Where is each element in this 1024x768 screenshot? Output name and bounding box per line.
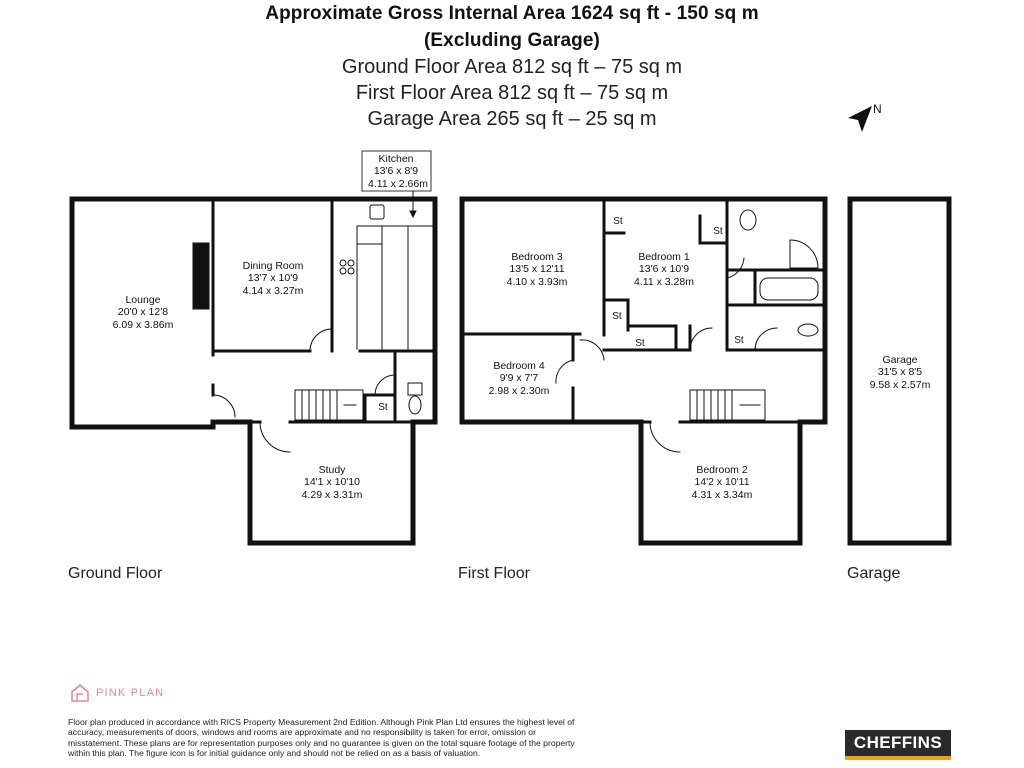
- kitchen-metric: 4.11 x 2.66m: [368, 178, 428, 190]
- study-metric: 4.29 x 3.31m: [301, 489, 363, 501]
- ground-floor-label: Ground Floor: [68, 565, 163, 582]
- storage-label: St: [713, 226, 723, 237]
- bedroom3-metric: 4.10 x 3.93m: [506, 276, 568, 288]
- bedroom3-imperial: 13'5 x 12'11: [509, 263, 565, 275]
- storage-label: St: [635, 338, 645, 349]
- bedroom2-metric: 4.31 x 3.34m: [691, 489, 753, 501]
- dining-metric: 4.14 x 3.27m: [242, 285, 304, 297]
- north-label: N: [873, 102, 882, 116]
- garage-name: Garage: [882, 354, 918, 366]
- bedroom1-name: Bedroom 1: [638, 251, 690, 263]
- garage-imperial: 31'5 x 8'5: [877, 366, 923, 378]
- garage-metric: 9.58 x 2.57m: [869, 379, 931, 391]
- gross-area-title: Approximate Gross Internal Area 1624 sq ft - 150 sq m: [265, 3, 759, 24]
- lounge-imperial: 20'0 x 12'8: [117, 306, 169, 318]
- dining-imperial: 13'7 x 10'9: [247, 272, 299, 284]
- kitchen-name: Kitchen: [378, 153, 414, 165]
- cheffins-logo: CHEFFINS: [845, 730, 951, 760]
- dining-name: Dining Room: [242, 260, 304, 272]
- disclaimer-text: Floor plan produced in accordance with RICS Property Measurement 2nd Edition. Although Pink Plan Ltd ensures the highest level of accuracy, measurements of doors, windows and rooms are approximate and no responsibility is taken for error, omission or misstatement. These plans are for representation purposes only and no guarantee is given on the total square footage of the property within this plan. The figure icon is for initial guidance only and should not be relied on as a basis of valuation.: [68, 717, 575, 759]
- garage-label: Garage: [847, 565, 901, 582]
- garage-area: Garage Area 265 sq ft – 25 sq m: [367, 108, 657, 130]
- bedroom4-name: Bedroom 4: [493, 360, 545, 372]
- lounge-name: Lounge: [125, 294, 161, 306]
- excluding-garage-note: (Excluding Garage): [423, 30, 600, 51]
- first-floor-label: First Floor: [458, 565, 530, 582]
- storage-label: St: [734, 335, 744, 346]
- ground-floor-area: Ground Floor Area 812 sq ft – 75 sq m: [341, 56, 683, 78]
- pink-plan-logo: [70, 683, 164, 703]
- bedroom2-name: Bedroom 2: [696, 464, 748, 476]
- lounge-metric: 6.09 x 3.86m: [112, 319, 174, 331]
- bedroom4-imperial: 9'9 x 7'7: [499, 372, 539, 384]
- first-floor-area: First Floor Area 812 sq ft – 75 sq m: [355, 82, 669, 104]
- study-imperial: 14'1 x 10'10: [304, 476, 360, 488]
- bedroom4-metric: 2.98 x 2.30m: [488, 385, 550, 397]
- storage-label: St: [612, 311, 622, 322]
- storage-label: St: [613, 216, 623, 227]
- bedroom1-metric: 4.11 x 3.28m: [634, 276, 694, 288]
- ground-floor-plan: [72, 199, 435, 543]
- study-name: Study: [318, 464, 346, 476]
- pink-plan-text: PINK PLAN: [96, 687, 165, 699]
- kitchen-imperial: 13'6 x 8'9: [373, 165, 419, 177]
- bedroom2-imperial: 14'2 x 10'11: [694, 476, 750, 488]
- bedroom3-name: Bedroom 3: [511, 251, 563, 263]
- house-logo-icon: [70, 683, 90, 703]
- storage-label: St: [378, 402, 388, 413]
- bedroom1-imperial: 13'6 x 10'9: [638, 263, 690, 275]
